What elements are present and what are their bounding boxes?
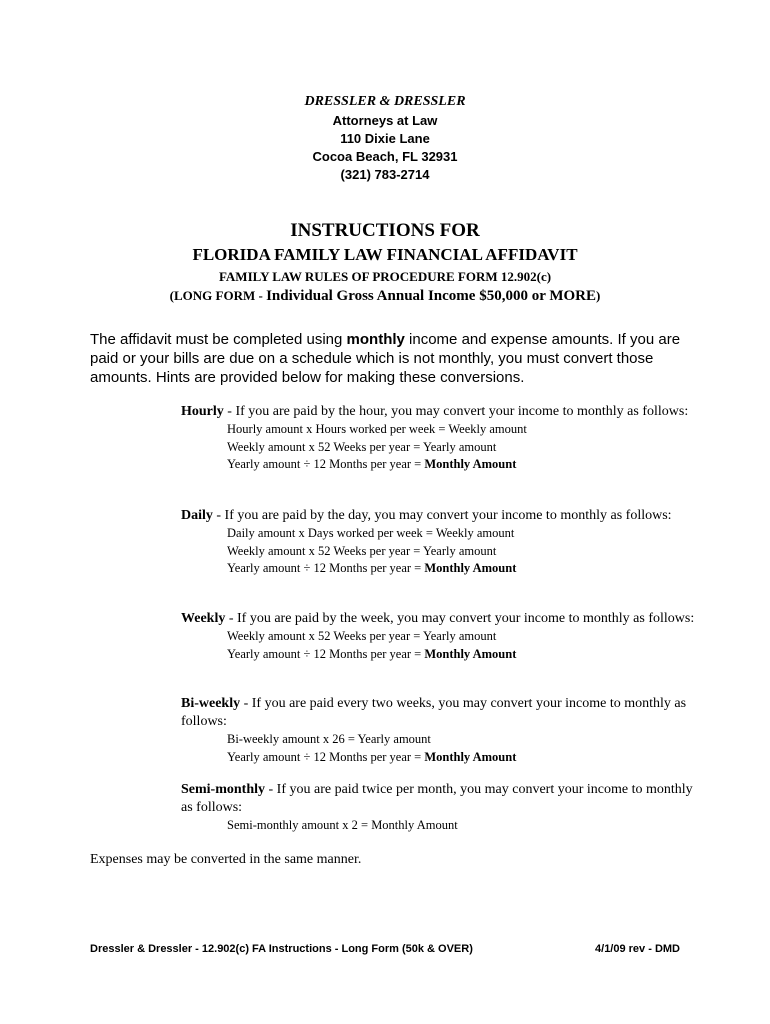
formula-line: Weekly amount x 52 Weeks per year = Yearly amount xyxy=(227,543,497,558)
section-description: - If you are paid by the hour, you may convert your income to monthly as follows: xyxy=(223,404,689,419)
letterhead xyxy=(0,92,770,184)
intro-emphasis: monthly xyxy=(346,331,405,348)
section-heading: Bi-weekly xyxy=(181,696,241,711)
section-heading: Daily xyxy=(181,508,213,523)
formula-line: Weekly amount x 52 Weeks per year = Yearly amount xyxy=(227,439,497,454)
firm-subtitle: Attorneys at Law xyxy=(332,113,438,128)
section-biweekly xyxy=(181,695,701,766)
title-long-form xyxy=(0,286,770,306)
section-description: - If you are paid every two weeks, you may convert your income to monthly as follows: xyxy=(181,696,687,729)
section-weekly xyxy=(181,610,701,663)
formula-result: Monthly Amount xyxy=(424,457,517,471)
formula-line: Daily amount x Days worked per week = Weekly amount xyxy=(227,526,515,540)
firm-street: 110 Dixie Lane xyxy=(340,131,430,146)
formula-line xyxy=(227,749,701,767)
document-title-block xyxy=(0,219,770,306)
formula-line: Bi-weekly amount x 26 = Yearly amount xyxy=(227,732,431,746)
section-weekly-intro xyxy=(181,610,701,628)
title-affidavit: FLORIDA FAMILY LAW FINANCIAL AFFIDAVIT xyxy=(192,245,578,264)
title-instructions: INSTRUCTIONS FOR xyxy=(290,220,480,241)
section-biweekly-intro xyxy=(181,695,701,731)
title-long-form-close: ) xyxy=(596,288,601,303)
section-semimonthly-intro xyxy=(181,781,701,817)
formula-result: Monthly Amount xyxy=(424,646,517,661)
formula-result: Monthly Amount xyxy=(424,561,517,575)
section-heading: Hourly xyxy=(181,404,224,419)
intro-paragraph xyxy=(90,330,690,387)
section-daily-intro xyxy=(181,507,701,525)
closing-note: Expenses may be converted in the same manner. xyxy=(90,852,362,867)
section-heading: Weekly xyxy=(181,611,226,626)
section-hourly-intro xyxy=(181,403,701,421)
firm-city: Cocoa Beach, FL 32931 xyxy=(312,149,458,164)
section-daily xyxy=(181,507,701,578)
section-description: - If you are paid by the week, you may convert your income to monthly as follows: xyxy=(225,611,695,626)
formula-text: Yearly amount ÷ 12 Months per year = xyxy=(227,457,425,471)
formula-text: Yearly amount ÷ 12 Months per year = xyxy=(227,561,425,575)
title-long-form-open: (LONG FORM - xyxy=(169,288,267,303)
section-hourly xyxy=(181,403,701,474)
formula-result: Monthly Amount xyxy=(424,749,517,764)
footer-document-id: Dressler & Dressler - 12.902(c) FA Instructions - Long Form (50k & OVER) xyxy=(90,943,473,955)
title-income-threshold: Individual Gross Annual Income $50,000 or MORE xyxy=(266,288,596,304)
formula-line xyxy=(227,560,701,578)
formula-line: Weekly amount x 52 Weeks per year = Yearly amount xyxy=(227,629,497,643)
formula-line xyxy=(227,456,701,474)
title-form-number: FAMILY LAW RULES OF PROCEDURE FORM 12.902(c) xyxy=(218,269,552,284)
formula-text: Yearly amount ÷ 12 Months per year = xyxy=(227,749,425,764)
intro-text-end: income and expense amounts. If you are paid or your bills are due on a schedule which is not monthly, you must convert those amounts. Hints are provided below for making these conversions. xyxy=(90,331,681,386)
section-semimonthly xyxy=(181,781,701,835)
formula-line: Hourly amount x Hours worked per week = Weekly amount xyxy=(227,422,527,436)
section-description: - If you are paid twice per month, you may convert your income to monthly as follows: xyxy=(181,782,693,815)
intro-text-start: The affidavit must be completed using xyxy=(90,331,347,348)
section-description: - If you are paid by the day, you may convert your income to monthly as follows: xyxy=(212,508,672,523)
footer-revision: 4/1/09 rev - DMD xyxy=(595,943,680,955)
firm-name: DRESSLER & DRESSLER xyxy=(304,94,466,109)
formula-text: Yearly amount ÷ 12 Months per year = xyxy=(227,646,425,661)
section-heading: Semi-monthly xyxy=(181,782,265,797)
formula-line: Semi-monthly amount x 2 = Monthly Amount xyxy=(227,818,458,832)
formula-line xyxy=(227,646,701,664)
firm-phone: (321) 783-2714 xyxy=(340,167,430,182)
